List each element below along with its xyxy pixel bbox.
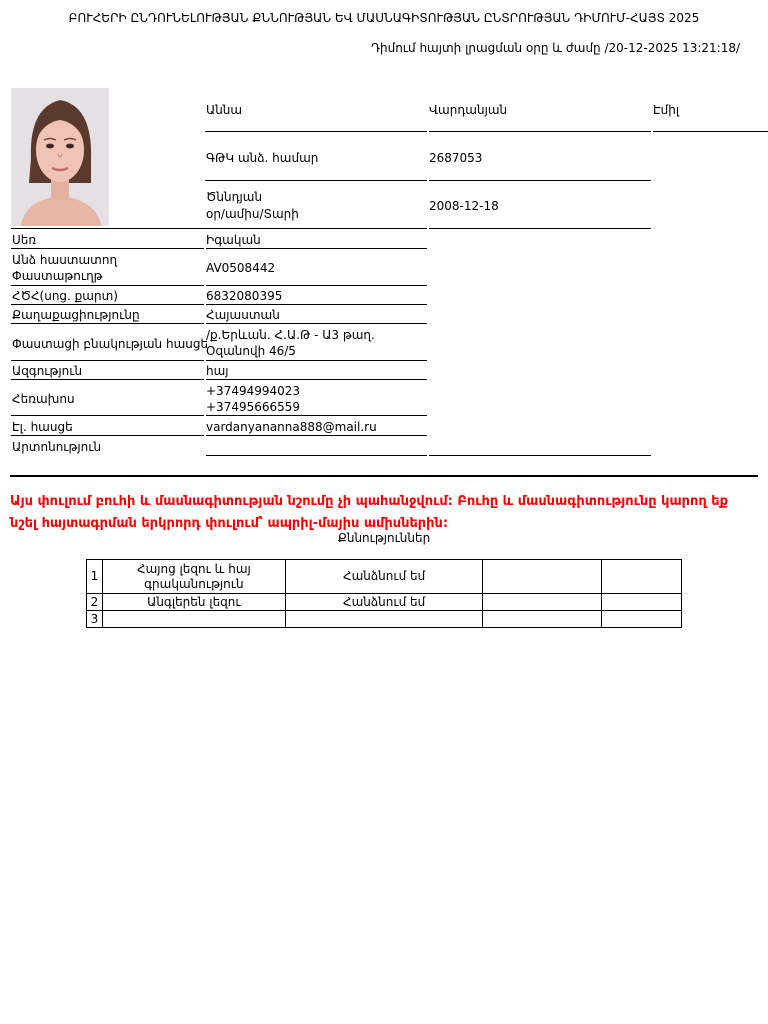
exam-status: Հանձնում եմ (285, 594, 483, 611)
first-name: Աննա (206, 103, 243, 117)
gender-label: Սեռ (12, 233, 37, 247)
phone-label: Հեռախոս (12, 392, 75, 406)
divider (206, 435, 427, 436)
document-title: ԲՈՒՀԵՐԻ ԸՆԴՈՒՆԵԼՈՒԹՅԱՆ ՔՆՆՈՒԹՅԱՆ ԵՎ ՄԱՍՆԱԳԻՏՈՒԹՅԱՆ ԸՆՏՐՈՒԹՅԱՆ ԴԻՄՈՒՄ-ՀԱՅՏ 2025 (68, 11, 700, 25)
nationality-label: Ազգություն (12, 364, 83, 378)
divider (429, 455, 651, 456)
dob-label: Ծննդյան (206, 190, 263, 204)
divider (206, 248, 427, 249)
divider (206, 455, 427, 456)
last-name: Վարդանյան (429, 103, 508, 117)
citizenship-value: Հայաստան (206, 308, 280, 322)
exam-status: Հանձնում եմ (285, 560, 483, 594)
citizenship-label: Քաղաքացիությունը (12, 308, 140, 322)
exam-subject: Հայոց լեզու և հայ գրականություն (102, 560, 285, 594)
exam-subject: Անգլերեն լեզու (102, 594, 285, 611)
dob-label-format: օր/ամիս/Տարի (206, 207, 299, 221)
exams-title: Քննություններ (337, 531, 431, 545)
exam-cell-empty (602, 560, 682, 594)
phone-value: +37494994023 (206, 384, 301, 398)
address-value: /ք.Երևան. Հ.Ա.Թ - Ա3 թաղ. (206, 328, 375, 342)
email-label: Էլ. հասցե (12, 420, 73, 434)
divider (11, 228, 427, 229)
exam-cell-empty (602, 611, 682, 628)
nationality-value: հայ (206, 364, 229, 378)
address-value-2: Օզանովի 46/5 (206, 344, 296, 358)
gender-value: Իգական (206, 233, 261, 247)
divider (206, 323, 427, 324)
submission-timestamp: Դիմում հայտի լրացման օրը և ժամը /20-12-2025 13:21:18/ (370, 41, 740, 55)
divider (11, 415, 204, 416)
section-divider (10, 475, 758, 477)
ssn-value: 2687053 (429, 151, 483, 165)
divider (206, 415, 427, 416)
divider (206, 379, 427, 380)
divider (206, 285, 427, 286)
divider (11, 379, 204, 380)
divider (11, 285, 204, 286)
exam-status (285, 611, 483, 628)
applicant-photo (11, 88, 109, 226)
exam-cell-empty (483, 594, 602, 611)
privilege-label: Արտոնություն (12, 440, 102, 454)
divider (205, 180, 427, 181)
phone-value-2: +37495666559 (206, 400, 301, 414)
middle-name: Էմիլ (653, 103, 680, 117)
id-doc-value: AV0508442 (206, 261, 276, 275)
divider (206, 304, 427, 305)
exam-subject (102, 611, 285, 628)
id-doc-label-2: Փաստաթուղթ (12, 269, 103, 283)
divider (653, 131, 768, 132)
divider (11, 435, 204, 436)
email-value: vardanyananna888@mail.ru (206, 420, 377, 434)
divider (11, 248, 204, 249)
social-card-value: 6832080395 (206, 289, 283, 303)
exam-number: 3 (87, 611, 103, 628)
social-card-label: ՀԾՀ(սոց. քարտ) (12, 289, 118, 303)
exam-cell-empty (483, 560, 602, 594)
divider (429, 131, 651, 132)
exam-number: 1 (87, 560, 103, 594)
divider (11, 304, 204, 305)
exam-cell-empty (602, 594, 682, 611)
divider (429, 228, 651, 229)
divider (205, 131, 427, 132)
divider (206, 360, 427, 361)
ssn-label: ԳԹԿ անձ. համար (206, 151, 319, 165)
table-row (87, 560, 682, 594)
portrait-image (11, 88, 109, 226)
exam-cell-empty (483, 611, 602, 628)
id-doc-label: Անձ հաստատող (12, 253, 118, 267)
dob-value: 2008-12-18 (429, 199, 499, 213)
divider (11, 360, 204, 361)
divider (429, 180, 651, 181)
notice-text: Այս փուլում բուհի և մասնագիտության նշումը չի պահանջվում: Բուհը և մասնագիտությունը կարող եք նշել հայտագրման երկրորդ փուլում՝ ապրիլ-մայիս ամիսներին: (10, 494, 728, 531)
table-row (87, 594, 682, 611)
address-label: Փաստացի բնակության հասցե (12, 337, 209, 351)
exam-number: 2 (87, 594, 103, 611)
divider (11, 323, 204, 324)
exams-table (86, 559, 682, 628)
table-row (87, 611, 682, 628)
